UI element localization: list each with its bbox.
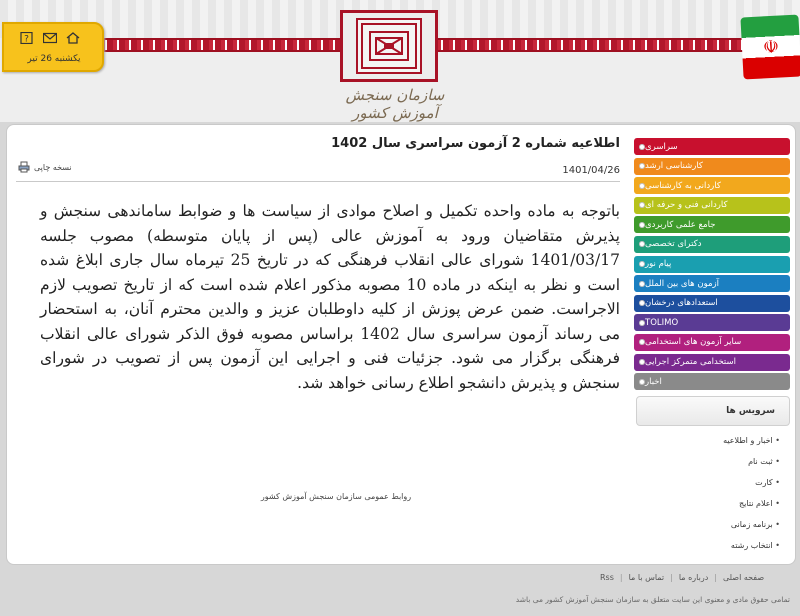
footer-link-contact[interactable]: تماس با ما [628, 573, 665, 582]
footer-link-rss[interactable]: Rss [600, 573, 614, 582]
bullet-icon [639, 222, 645, 228]
print-label: نسخه چاپی [34, 162, 72, 172]
quick-links-box [2, 22, 104, 72]
menu-item-label: سراسری [645, 141, 678, 152]
bullet-icon [639, 320, 645, 326]
flag-emblem-icon: ☫ [762, 36, 780, 59]
print-link[interactable] [18, 161, 72, 173]
bullet-icon [639, 183, 645, 189]
logo-emblem-icon [354, 16, 424, 76]
footer-link-about[interactable]: درباره ما [678, 573, 709, 582]
menu-item-sarasari[interactable] [634, 138, 790, 155]
footer-link-home[interactable]: صفحه اصلی [722, 573, 765, 582]
service-item-schedule[interactable]: • برنامه زمانی [636, 518, 784, 539]
menu-item-label: TOLIMO [645, 317, 679, 328]
menu-item-employment[interactable] [634, 334, 790, 351]
site-header [0, 0, 800, 122]
footer-separator: | [670, 573, 673, 582]
site-logo[interactable] [340, 10, 438, 82]
service-item-registration[interactable]: • ثبت نام [636, 455, 784, 476]
home-icon[interactable] [66, 32, 80, 44]
menu-item-fani-herfei[interactable] [634, 197, 790, 214]
services-heading: سرویس ها [636, 396, 790, 426]
service-item-results[interactable]: • اعلام نتایج [636, 497, 784, 518]
article-body: باتوجه به ماده واحده تکمیل و اصلاح موادی از سیاست ها و ضوابط ساماندهی سنجش و پذیرش متقاضیان ورود به آموزش عالی (پس از پایان متوسطه) مصوب جلسه 1401/03/17 شورای عالی انقلاب فرهنگی که در تاریخ 25 تیرماه سال جاری ابلاغ شده است و نظر به اینکه در ماده 10 مصوبه مذکور اعلام شده است که از تاریخ تصویب لازم الاجراست. ضمن عرض پوزش از کلیه داوطلبان عزیز و والدین محترم آنان، به استحضار می رساند آزمون سراسری سال 1402 براساس مصوبه فوق الذکر شورای عالی انقلاب فرهنگی برگزار می شود. جزئیات فنی و اجرایی این آزمون پس از تصویب در شورای سنجش و پذیرش دانشجو اطلاع رسانی خواهد شد. [40, 202, 621, 392]
menu-item-label: کاردانی به کارشناسی [645, 180, 721, 191]
footer-links [600, 573, 790, 582]
menu-item-label: دکترای تخصصی [645, 239, 702, 250]
iran-flag [740, 15, 800, 80]
org-name: سازمان سنجش آموزش کشور [345, 86, 445, 122]
article-signature: روابط عمومی سازمان سنجش آموزش کشور [260, 492, 412, 501]
menu-item-talents[interactable] [634, 295, 790, 312]
help-icon[interactable] [20, 32, 34, 44]
services-list [636, 434, 784, 560]
menu-item-label: استخدامی متمرکز اجرایی [645, 357, 736, 368]
mail-icon[interactable] [43, 32, 57, 44]
article-date: 1401/04/26 [562, 165, 620, 176]
bullet-icon [639, 359, 645, 365]
menu-item-label: کاردانی فنی و حرفه ای [645, 200, 728, 211]
menu-item-label: جامع علمی کاربردی [645, 219, 716, 230]
menu-item-central-employment[interactable] [634, 354, 790, 371]
bullet-icon [639, 281, 645, 287]
title-divider [16, 181, 620, 182]
bullet-icon [639, 144, 645, 150]
service-item-news[interactable]: • اخبار و اطلاعیه [636, 434, 784, 455]
copyright-text: تمامی حقوق مادی و معنوی این سایت متعلق به سازمان سنجش آموزش کشور می باشد [515, 595, 790, 604]
menu-item-payam-noor[interactable] [634, 256, 790, 273]
exam-menu [634, 138, 790, 393]
menu-item-label: استعدادهای درخشان [645, 298, 718, 309]
bullet-icon [639, 379, 645, 385]
printer-icon [18, 161, 30, 173]
service-item-field-selection[interactable]: • انتخاب رشته [636, 539, 784, 560]
menu-item-doctora[interactable] [634, 236, 790, 253]
menu-item-label: سایر آزمون های استخدامی [645, 337, 742, 348]
footer-separator: | [619, 573, 623, 582]
menu-item-label: اخبار [645, 376, 662, 387]
menu-item-news[interactable] [634, 373, 790, 390]
service-item-card[interactable]: • کارت [636, 476, 784, 497]
menu-item-arshad[interactable] [634, 158, 790, 175]
menu-item-tolimo[interactable] [634, 314, 790, 331]
menu-item-label: کارشناسی ارشد [645, 161, 703, 172]
menu-item-elmi-karbordi[interactable] [634, 216, 790, 233]
menu-item-international[interactable] [634, 275, 790, 292]
menu-item-kardani-karshenasi[interactable] [634, 177, 790, 194]
menu-item-label: آزمون های بین الملل [645, 278, 720, 289]
footer-separator: | [714, 573, 717, 582]
article-title: اطلاعیه شماره 2 آزمون سراسری سال 1402 [331, 136, 620, 151]
svg-text:?: ? [24, 34, 29, 44]
menu-item-label: پیام نور [645, 259, 672, 270]
current-date: یکشنبه 26 تیر [27, 54, 81, 64]
